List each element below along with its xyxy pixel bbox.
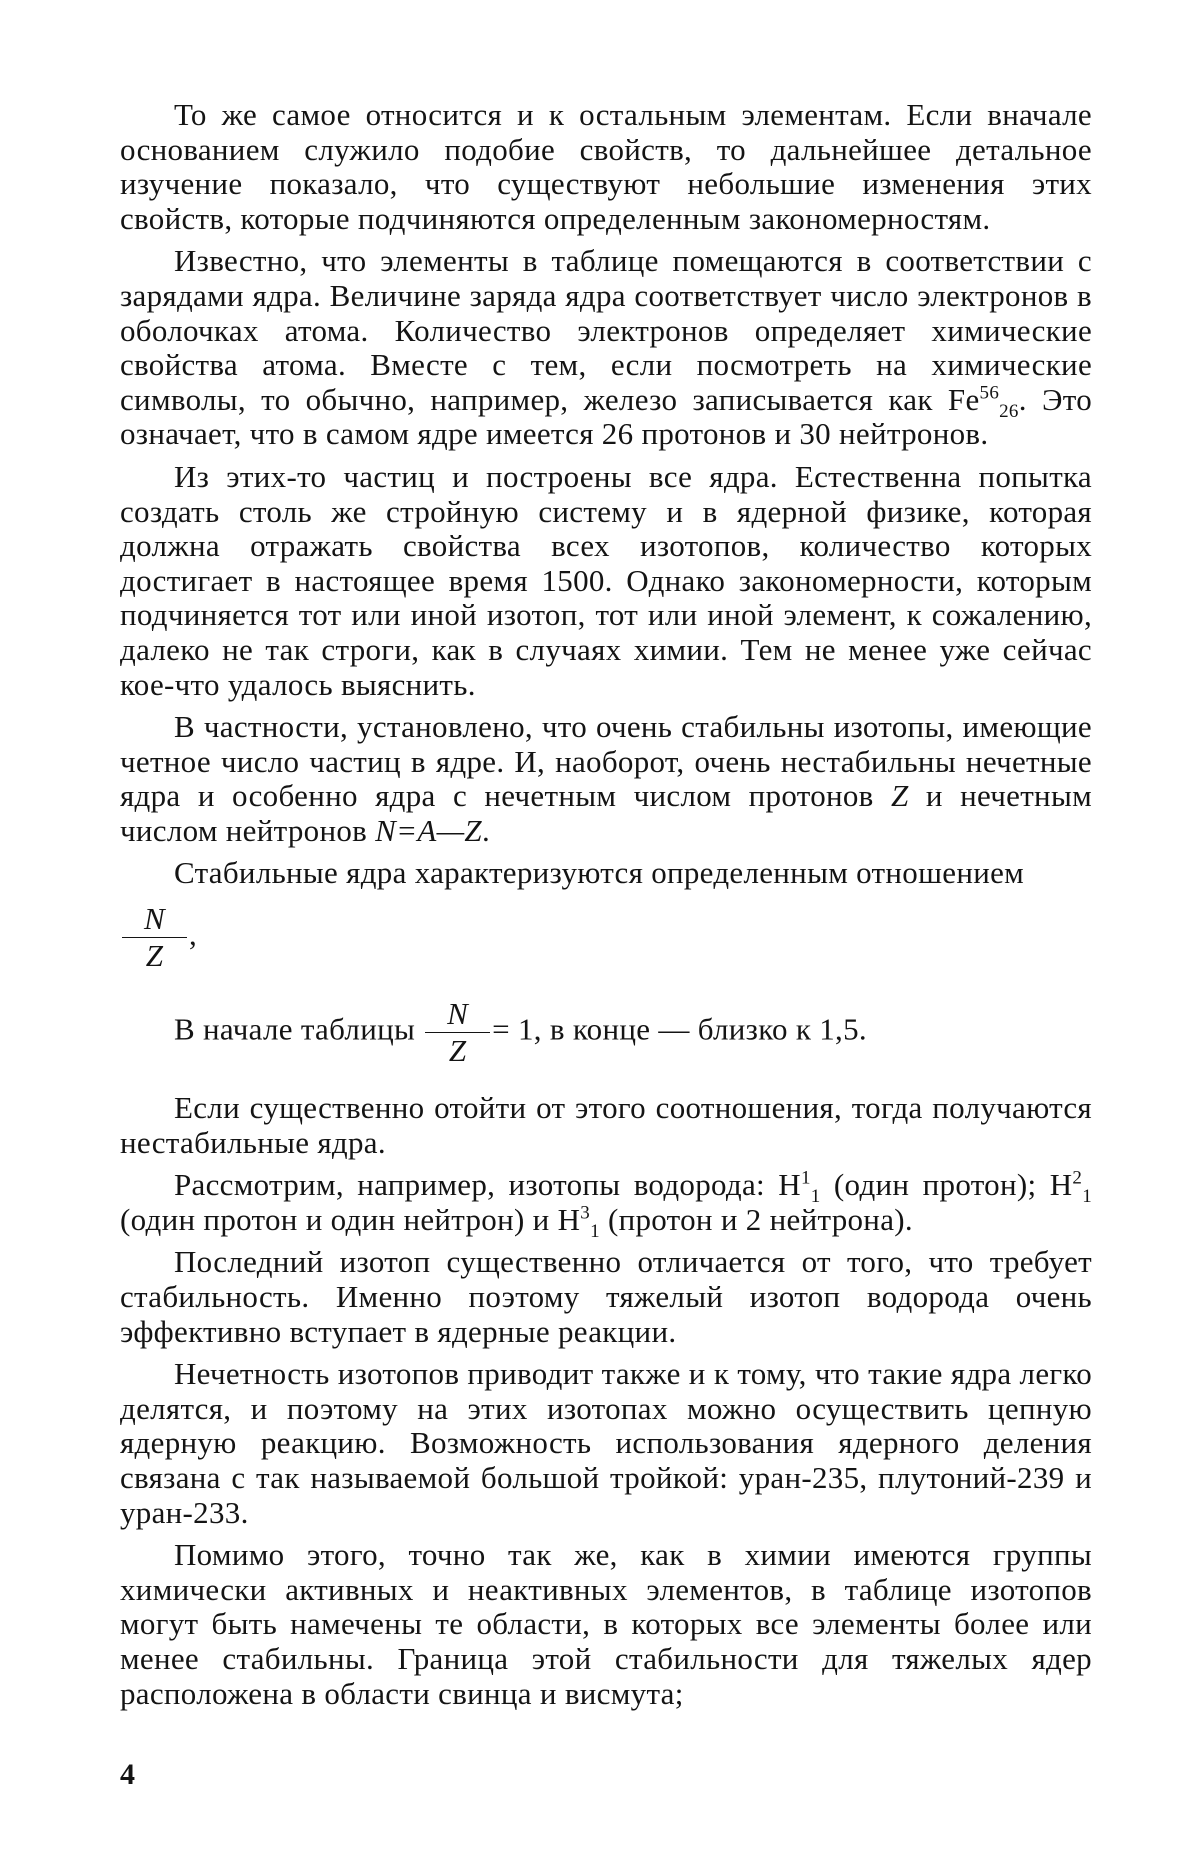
hydrogen-symbol: H xyxy=(1049,1167,1073,1203)
neutron-number-formula: N=A—Z xyxy=(375,812,482,848)
ratio-range-line xyxy=(120,996,1092,1069)
paragraph-4 xyxy=(120,710,1092,848)
ratio-range-label: В начале таблицы xyxy=(174,1011,416,1047)
paragraph-7 xyxy=(120,1167,1092,1243)
paragraph-1: То же самое относится и к остальным элементам. Если вначале основанием служило подобие свойств, то дальнейшее детальное изучение показало, что существуют небольшие изменения этих свойств, которые подчиняются определенным закономерностям. xyxy=(120,97,1092,236)
paragraph-7-text: Рассмотрим, например, изотопы водорода: xyxy=(174,1167,765,1203)
hydrogen-1-charge: 1 xyxy=(810,1186,821,1208)
hydrogen-1 xyxy=(778,1167,821,1208)
paragraph-4-mid: и нечетным числом нейтронов xyxy=(120,778,1092,848)
paragraph-4-end: . xyxy=(481,812,491,848)
fraction-denominator: Z xyxy=(122,937,187,974)
fraction-numerator: N xyxy=(144,901,165,937)
paragraph-6: Если существенно отойти от этого соотношения, тогда получаются нестабильные ядра. xyxy=(120,1090,1092,1160)
hydrogen-symbol: H xyxy=(778,1167,801,1203)
fraction-numerator-2: N xyxy=(447,996,469,1032)
fraction-denominator-2: Z xyxy=(425,1032,490,1069)
paragraph-5: Стабильные ядра характеризуются определенным отношением xyxy=(174,855,1025,891)
paragraph-3: Из этих-то частиц и построены все ядра. Естественна попытка создать столь же стройную систему и в ядерной физике, которая должна отражать свойства всех изотопов, количество которых достигает в настоящее время 1500. Однако закономерности, которым подчиняется тот или иной изотоп, тот или иной элемент, к сожалению, далеко не так строги, как в случаях химии. Тем не менее уже сейчас кое-что удалось выяснить. xyxy=(120,458,1092,702)
hydrogen-1-mass: 1 xyxy=(800,1167,811,1189)
iron-symbol: Fe xyxy=(947,381,980,417)
paragraph-2 xyxy=(120,244,1092,452)
hydrogen-symbol: H xyxy=(557,1201,581,1237)
ratio-formula xyxy=(120,901,1092,974)
proton-number-symbol: Z xyxy=(890,778,909,814)
paragraph-9: Нечетность изотопов приводит также и к тому, что такие ядра легко делятся, и поэтому на этих изотопах можно осуществить цепную ядерную реакцию. Возможность использования ядерного деления связана с так называемой большой тройкой: уран-235, плутоний-239 и уран-233. xyxy=(120,1356,1092,1530)
paragraph-4-text: В частности, установлено, что очень стабильны изотопы, имеющие четное число частиц в ядре. И, наоборот, очень нестабильны нечетные ядра и особенно ядра с нечетным числом протонов xyxy=(120,709,1092,814)
hydrogen-2-charge: 1 xyxy=(1082,1186,1092,1208)
page-number: 4 xyxy=(120,1758,135,1791)
paragraph-10: Помимо этого, точно так же, как в химии имеются группы химически активных и неактивных элементов, в таблице изотопов могут быть намечены те области, в которых все элементы более или менее стабильны. Граница этой стабильности для тяжелых ядер расположена в области свинца и висмута; xyxy=(120,1537,1092,1711)
body-text xyxy=(120,98,1092,1719)
hydrogen-1-desc: (один протон); xyxy=(820,1167,1050,1203)
hydrogen-3 xyxy=(557,1201,600,1243)
ratio-fraction-2 xyxy=(425,996,490,1069)
hydrogen-2-mass: 2 xyxy=(1072,1167,1083,1189)
paragraph-8: Последний изотоп существенно отличается от того, что требует стабильность. Именно поэтому тяжелый изотоп водорода очень эффективно вступает в ядерные реакции. xyxy=(120,1244,1092,1349)
hydrogen-3-desc: (протон и 2 нейтрона). xyxy=(599,1201,913,1237)
hydrogen-3-mass: 3 xyxy=(580,1202,591,1224)
paragraph-2-text: Известно, что элементы в таблице помещаются в соответствии с зарядами ядра. Величине заряда ядра соответствует число электронов в оболочках атома. Количество электронов определяет химические свойства атома. Вместе с тем, если посмотреть на химические символы, то обычно, например, железо записывается как xyxy=(120,243,1092,417)
paragraph-2-tail: . Это означает, что в самом ядре имеется 26 протонов и 30 нейтронов. xyxy=(120,381,1092,452)
hydrogen-2 xyxy=(1049,1167,1092,1208)
iron-atomic-number: 26 xyxy=(999,400,1019,422)
iron-mass-number: 56 xyxy=(979,382,1000,404)
ratio-range-text: = 1, в конце — близко к 1,5. xyxy=(492,1011,867,1047)
hydrogen-2-desc: (один протон и один нейтрон) и xyxy=(120,1201,558,1237)
hydrogen-3-charge: 1 xyxy=(590,1221,600,1243)
ratio-comma: , xyxy=(188,916,198,952)
ratio-fraction xyxy=(122,901,187,974)
